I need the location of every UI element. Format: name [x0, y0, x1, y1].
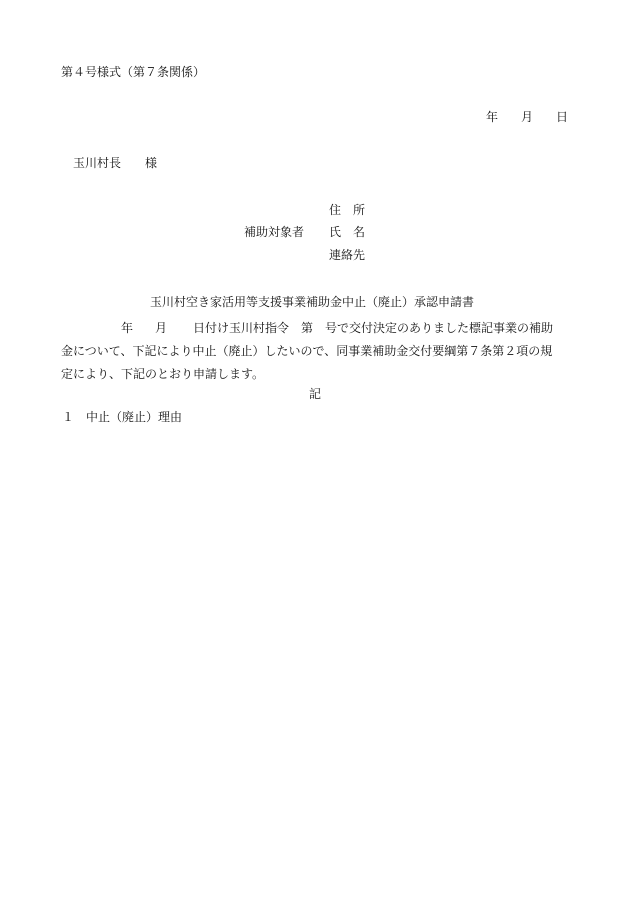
applicant-address-label: 住 所: [329, 203, 366, 217]
list-item: [62, 411, 182, 423]
date-month-label: 月: [521, 110, 534, 124]
body-month-label: 月: [155, 321, 168, 335]
body-line-2: 金について、下記により中止（廃止）したいので、同事業補助金交付要綱第７条第２項の規: [61, 344, 553, 358]
body-paragraph: [61, 317, 573, 386]
applicant-contact-label: 連絡先: [329, 248, 366, 262]
body-text-b: 号で交付決定のありました標記事業の補助: [325, 321, 554, 335]
body-text-a: 日付け玉川村指令 第: [193, 321, 314, 335]
item-number: １: [62, 410, 75, 424]
body-line-1: [61, 317, 573, 340]
body-line-3: 定により、下記のとおり申請します。: [61, 367, 265, 381]
applicant-label: 補助対象者: [244, 225, 305, 239]
item-label: 中止（廃止）理由: [86, 410, 183, 424]
addressee-name: 玉川村長: [73, 156, 122, 170]
date-year-label: 年: [486, 110, 499, 124]
body-year-label: 年: [121, 321, 134, 335]
ki-heading: 記: [309, 387, 322, 401]
addressee: [73, 157, 157, 169]
addressee-honorific: 様: [145, 156, 158, 170]
applicant-name-label: 氏 名: [329, 225, 366, 239]
form-number: 第４号様式（第７条関係）: [61, 65, 206, 79]
document-title: 玉川村空き家活用等支援事業補助金中止（廃止）承認申請書: [150, 295, 475, 309]
date-fields: [486, 111, 568, 123]
date-day-label: 日: [556, 110, 569, 124]
